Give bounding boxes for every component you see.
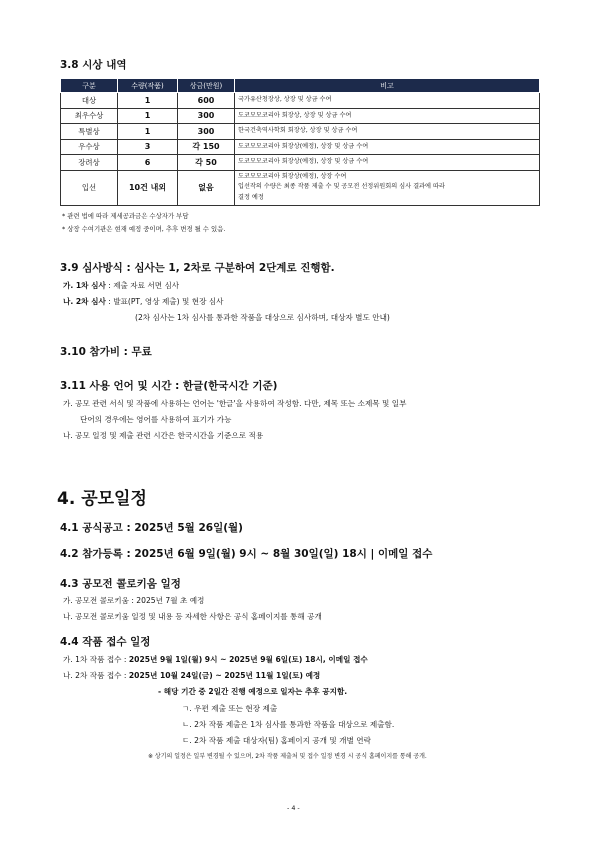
section-4-title: 4. 공모일정 <box>57 489 147 509</box>
submission-stage-2-sub: - 해당 기간 중 2일간 진행 예정으로 일자는 추후 공지함. <box>158 687 348 696</box>
cell-category: 특별상 <box>61 124 118 140</box>
table-row <box>61 108 540 124</box>
cell-prize: 300 <box>178 108 235 124</box>
table-row <box>61 139 540 155</box>
table-row <box>61 155 540 171</box>
section-4-3-title: 4.3 공모전 콜로키움 일정 <box>60 578 181 590</box>
cell-count: 10건 내외 <box>118 170 178 205</box>
table-header-row <box>61 79 540 93</box>
awards-table <box>60 78 540 206</box>
review-stage-2-note: (2차 심사는 1차 심사를 통과한 작품을 대상으로 심사하며, 대상자 별도 안내) <box>135 313 390 322</box>
review-stage-2-label: 나. 2차 심사 <box>63 297 106 306</box>
header-count: 수량(작품) <box>118 79 178 93</box>
review-stage-2-text: : 발표(PT, 영상 제출) 및 현장 심사 <box>105 297 224 306</box>
footnote: * 관련 법에 따라 제세공과금은 수상자가 부담 <box>62 212 189 220</box>
cell-count: 1 <box>118 124 178 140</box>
schedule-note: ※ 상기의 일정은 일부 변경될 수 있으며, 2차 작품 제출처 및 접수 일정 변경 시 공식 홈페이지를 통해 공개. <box>148 753 427 760</box>
cell-prize: 300 <box>178 124 235 140</box>
submission-stage-2-value: 2025년 10월 24일(금) ~ 2025년 11월 1일(토) 예정 <box>128 671 321 680</box>
submission-detail-item: ㄷ. 2차 작품 제출 대상자(팀) 홈페이지 공개 및 개별 연락 <box>182 736 371 745</box>
cell-category: 입선 <box>61 170 118 205</box>
cell-count: 3 <box>118 139 178 155</box>
cell-note: 한국건축역사학회 회장상, 상장 및 상금 수여 <box>235 124 540 140</box>
cell-note: 국가유산청장상, 상장 및 상금 수여 <box>235 93 540 109</box>
section-3-8-title: 3.8 시상 내역 <box>60 59 127 71</box>
cell-note <box>235 170 540 205</box>
cell-prize: 600 <box>178 93 235 109</box>
footnote: * 상장 수여기관은 현재 예정 중이며, 추후 변경 될 수 있음. <box>62 225 226 233</box>
note-line: 입선작의 수량은 최종 작품 제출 수 및 공모전 선정위원회의 심사 결과에 따라 <box>238 183 445 191</box>
cell-note: 도코모모코리아 회장상(예정), 상장 및 상금 수여 <box>235 155 540 171</box>
cell-category: 우수상 <box>61 139 118 155</box>
header-note: 비고 <box>235 79 540 93</box>
table-row <box>61 170 540 205</box>
submission-stage-1 <box>63 654 368 665</box>
note-line: 도코모모코리아 회장상(예정), 상장 수여 <box>238 172 347 180</box>
cell-count: 6 <box>118 155 178 171</box>
colloquium-item-b: 나. 공모전 콜로키움 일정 및 내용 등 자세한 사항은 공식 홈페이지를 통해 공개 <box>63 612 322 621</box>
language-item-a: 가. 공모 관련 서식 및 작품에 사용하는 언어는 '한글'을 사용하여 작성함. 다만, 제목 또는 소제목 및 일부 <box>63 399 407 408</box>
review-stage-1-text: : 제출 자료 서면 심사 <box>105 281 180 290</box>
cell-category: 대상 <box>61 93 118 109</box>
table-row <box>61 124 540 140</box>
language-item-b: 나. 공모 일정 및 제출 관련 시간은 한국시간을 기준으로 적용 <box>63 431 264 440</box>
language-item-a-cont: 단어의 경우에는 영어를 사용하여 표기가 가능 <box>80 415 232 424</box>
section-3-9-title: 3.9 심사방식 : 심사는 1, 2차로 구분하여 2단계로 진행함. <box>60 262 335 274</box>
cell-count: 1 <box>118 108 178 124</box>
review-stage-1 <box>63 280 179 291</box>
section-4-2: 4.2 참가등록 : 2025년 6월 9일(월) 9시 ~ 8월 30일(일) 18시 | 이메일 접수 <box>60 548 433 560</box>
submission-stage-1-label: 가. 1차 작품 접수 : <box>63 655 129 664</box>
page-number: - 4 - <box>287 804 300 812</box>
cell-prize: 없음 <box>178 170 235 205</box>
table-row <box>61 93 540 109</box>
review-stage-2 <box>63 296 224 307</box>
section-4-1: 4.1 공식공고 : 2025년 5월 26일(월) <box>60 522 243 534</box>
cell-prize: 각 150 <box>178 139 235 155</box>
section-4-4-title: 4.4 작품 접수 일정 <box>60 636 151 648</box>
cell-prize: 각 50 <box>178 155 235 171</box>
colloquium-item-a: 가. 공모전 콜로키움 : 2025년 7월 초 예정 <box>63 596 205 605</box>
cell-count: 1 <box>118 93 178 109</box>
submission-stage-1-value: 2025년 9월 1일(월) 9시 ~ 2025년 9월 6일(토) 18시, 이메일 접수 <box>128 655 368 664</box>
section-3-10-title: 3.10 참가비 : 무료 <box>60 346 152 358</box>
submission-stage-2-label: 나. 2차 작품 접수 : <box>63 671 129 680</box>
header-prize: 상금(만원) <box>178 79 235 93</box>
cell-note: 도코모모코리아 회장상, 상장 및 상금 수여 <box>235 108 540 124</box>
cell-category: 장려상 <box>61 155 118 171</box>
submission-detail-item: ㄱ. 우편 제출 또는 현장 제출 <box>182 704 278 713</box>
note-line: 결정 예정 <box>238 193 264 201</box>
submission-detail-item: ㄴ. 2차 작품 제출은 1차 심사를 통과한 작품을 대상으로 제출함. <box>182 720 395 729</box>
cell-category: 최우수상 <box>61 108 118 124</box>
header-category: 구분 <box>61 79 118 93</box>
cell-note: 도코모모코리아 회장상(예정), 상장 및 상금 수여 <box>235 139 540 155</box>
section-3-11-title: 3.11 사용 언어 및 시간 : 한글(한국시간 기준) <box>60 380 278 392</box>
review-stage-1-label: 가. 1차 심사 <box>63 281 106 290</box>
submission-stage-2 <box>63 670 320 681</box>
